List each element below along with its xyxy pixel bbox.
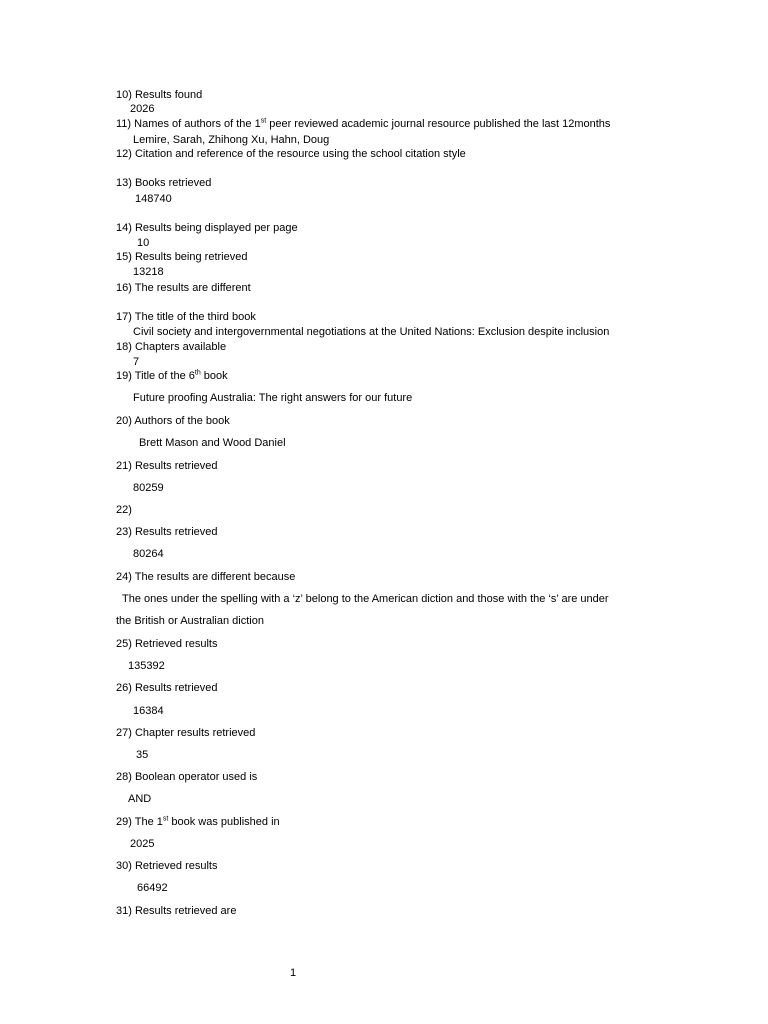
question-29-superscript: st: [162, 815, 169, 823]
question-11-text-a: 11) Names of authors of the 1: [116, 118, 261, 130]
question-19-superscript: th: [194, 369, 201, 377]
question-29-text-b: book was published in: [168, 816, 280, 828]
answer-11: Lemire, Sarah, Zhihong Xu, Hahn, Doug: [133, 134, 330, 146]
question-19-text-a: 19) Title of the 6: [116, 370, 195, 382]
question-16: 16) The results are different: [116, 282, 251, 294]
answer-24-line-2: the British or Australian diction: [116, 615, 264, 627]
question-11-superscript: st: [260, 117, 267, 125]
answer-20: Brett Mason and Wood Daniel: [139, 437, 286, 449]
question-26: 26) Results retrieved: [116, 682, 218, 694]
answer-17: Civil society and intergovernmental negotiations at the United Nations: Exclusion despite inclusion: [133, 326, 610, 338]
answer-10: 2026: [130, 103, 155, 115]
question-19-text-b: book: [200, 370, 228, 382]
question-29-text-a: 29) The 1: [116, 816, 163, 828]
question-24: 24) The results are different because: [116, 571, 296, 583]
question-31: 31) Results retrieved are: [116, 905, 237, 917]
answer-23: 80264: [133, 548, 164, 560]
answer-29: 2025: [130, 838, 155, 850]
question-11-text-b: peer reviewed academic journal resource published the last 12months: [266, 118, 611, 130]
question-29: [116, 815, 280, 829]
question-27: 27) Chapter results retrieved: [116, 727, 256, 739]
answer-25: 135392: [128, 660, 165, 672]
answer-19: Future proofing Australia: The right answers for our future: [133, 392, 413, 404]
answer-18: 7: [133, 356, 140, 368]
answer-30: 66492: [137, 882, 168, 894]
question-28: 28) Boolean operator used is: [116, 771, 258, 783]
question-30: 30) Retrieved results: [116, 860, 218, 872]
question-25: 25) Retrieved results: [116, 638, 218, 650]
question-13: 13) Books retrieved: [116, 177, 212, 189]
question-20: 20) Authors of the book: [116, 415, 230, 427]
question-10: 10) Results found: [116, 89, 203, 101]
answer-15: 13218: [133, 266, 164, 278]
page-number: 1: [290, 967, 297, 979]
question-21: 21) Results retrieved: [116, 460, 218, 472]
answer-27: 35: [136, 749, 149, 761]
answer-14: 10: [137, 237, 150, 249]
answer-21: 80259: [133, 482, 164, 494]
answer-13: 148740: [135, 193, 172, 205]
answer-26: 16384: [133, 705, 164, 717]
question-12: 12) Citation and reference of the resource using the school citation style: [116, 148, 466, 160]
question-19: [116, 369, 228, 383]
question-11: [116, 117, 610, 131]
question-22: 22): [116, 504, 132, 516]
question-17: 17) The title of the third book: [116, 311, 256, 323]
answer-28: AND: [128, 793, 152, 805]
question-18: 18) Chapters available: [116, 341, 227, 353]
answer-24-line-1: The ones under the spelling with a ‘z’ belong to the American diction and those with the ‘s’ are under: [122, 593, 609, 605]
question-14: 14) Results being displayed per page: [116, 222, 298, 234]
question-23: 23) Results retrieved: [116, 526, 218, 538]
question-15: 15) Results being retrieved: [116, 251, 248, 263]
